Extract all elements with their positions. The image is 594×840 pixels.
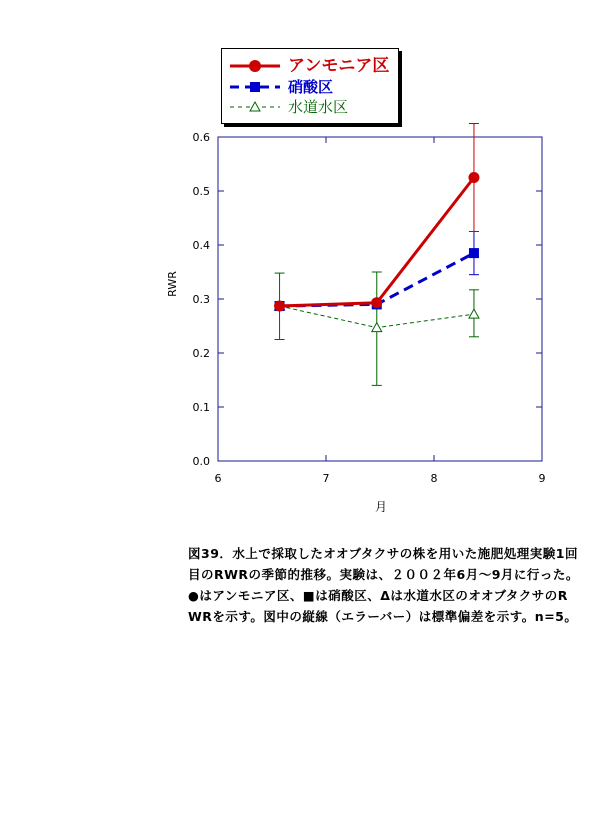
- legend-item-ammonium: [222, 56, 398, 76]
- data-point-tap-water: [372, 323, 382, 332]
- axis-ticks: [193, 131, 546, 485]
- y-tick-label: 0.6: [192, 131, 210, 144]
- x-tick-label: 6: [214, 472, 222, 485]
- y-tick-label: 0.3: [192, 293, 210, 306]
- legend-swatch-nitrate: [228, 77, 284, 97]
- x-axis-label: 月: [374, 500, 388, 514]
- y-tick-label: 0.1: [192, 401, 210, 414]
- legend-label-ammonium: アンモニア区: [288, 56, 390, 76]
- legend-label-nitrate: 硝酸区: [288, 78, 334, 96]
- data-point-ammonium: [468, 172, 479, 183]
- y-tick-label: 0.0: [192, 455, 210, 468]
- legend-label-tap-water: 水道水区: [288, 98, 349, 116]
- x-tick-label: 9: [538, 472, 546, 485]
- y-tick-label: 0.2: [192, 347, 210, 360]
- data-point-tap-water: [469, 309, 479, 318]
- legend-item-tap-water: [222, 97, 398, 117]
- data-point-ammonium: [371, 297, 382, 308]
- legend-swatch-ammonium: [228, 56, 284, 76]
- x-tick-label: 7: [322, 472, 330, 485]
- y-tick-label: 0.5: [192, 185, 210, 198]
- x-tick-label: 8: [430, 472, 438, 485]
- legend-item-nitrate: [222, 77, 398, 97]
- data-point-ammonium: [274, 301, 285, 312]
- series-tap-water: [275, 272, 479, 385]
- y-tick-label: 0.4: [192, 239, 210, 252]
- legend: [221, 48, 399, 124]
- data-point-nitrate: [469, 248, 479, 258]
- figure-caption: 図39．水上で採取したオオブタクサの株を用いた施肥処理実験1回目のRWRの季節的推移。実験は、２００２年6月〜9月に行った。●はアンモニア区、■は硝酸区、Δは水道水区のオオブタクサのRWRを示す。図中の縦線（エラーバー）は標準偏差を示す。n=5。: [188, 546, 579, 624]
- legend-swatch-tap-water: [228, 97, 284, 117]
- y-axis-label: RWR: [166, 271, 179, 297]
